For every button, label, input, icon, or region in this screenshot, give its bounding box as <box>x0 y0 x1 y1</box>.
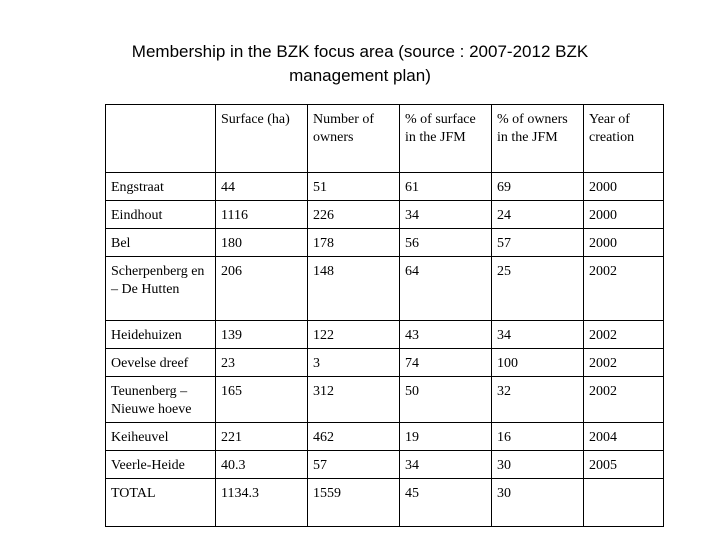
cell-pct-owners: 24 <box>492 201 584 229</box>
cell-pct-surface: 19 <box>400 423 492 451</box>
header-cell-pct-surface: % of surface in the JFM <box>400 105 492 173</box>
table-row <box>106 229 664 257</box>
cell-pct-owners: 16 <box>492 423 584 451</box>
row-label: Teunenberg – Nieuwe hoeve <box>106 377 216 423</box>
cell-pct-surface: 56 <box>400 229 492 257</box>
table-row <box>106 201 664 229</box>
total-row <box>106 479 664 527</box>
table-row <box>106 257 664 321</box>
title-line-2: management plan) <box>289 66 431 85</box>
cell-owners: 148 <box>308 257 400 321</box>
cell-year: 2005 <box>584 451 664 479</box>
membership-table <box>105 104 664 527</box>
cell-surface: 206 <box>216 257 308 321</box>
cell-owners: 226 <box>308 201 400 229</box>
cell-owners: 57 <box>308 451 400 479</box>
table-row <box>106 173 664 201</box>
cell-surface: 44 <box>216 173 308 201</box>
cell-owners: 1559 <box>308 479 400 527</box>
row-label-total: TOTAL <box>106 479 216 527</box>
cell-surface: 40.3 <box>216 451 308 479</box>
header-cell-blank <box>106 105 216 173</box>
cell-surface: 23 <box>216 349 308 377</box>
cell-owners: 51 <box>308 173 400 201</box>
table-row <box>106 423 664 451</box>
cell-year: 2000 <box>584 173 664 201</box>
cell-pct-surface: 50 <box>400 377 492 423</box>
cell-owners: 312 <box>308 377 400 423</box>
cell-owners: 3 <box>308 349 400 377</box>
cell-surface: 139 <box>216 321 308 349</box>
cell-pct-owners: 30 <box>492 451 584 479</box>
cell-pct-surface: 43 <box>400 321 492 349</box>
cell-year: 2002 <box>584 257 664 321</box>
cell-surface: 180 <box>216 229 308 257</box>
header-cell-year: Year of creation <box>584 105 664 173</box>
cell-pct-owners: 69 <box>492 173 584 201</box>
row-label: Bel <box>106 229 216 257</box>
cell-surface: 221 <box>216 423 308 451</box>
row-label: Veerle-Heide <box>106 451 216 479</box>
cell-pct-owners: 57 <box>492 229 584 257</box>
cell-year <box>584 479 664 527</box>
cell-year: 2000 <box>584 201 664 229</box>
row-label: Keiheuvel <box>106 423 216 451</box>
table-row <box>106 451 664 479</box>
header-row <box>106 105 664 173</box>
cell-year: 2002 <box>584 349 664 377</box>
cell-year: 2002 <box>584 321 664 349</box>
cell-owners: 178 <box>308 229 400 257</box>
cell-surface: 1134.3 <box>216 479 308 527</box>
table-row <box>106 321 664 349</box>
page-title <box>0 40 720 88</box>
cell-pct-surface: 34 <box>400 451 492 479</box>
cell-surface: 1116 <box>216 201 308 229</box>
cell-pct-surface: 74 <box>400 349 492 377</box>
cell-owners: 122 <box>308 321 400 349</box>
cell-pct-owners: 30 <box>492 479 584 527</box>
header-cell-pct-owners: % of owners in the JFM <box>492 105 584 173</box>
cell-year: 2000 <box>584 229 664 257</box>
table-row <box>106 349 664 377</box>
cell-pct-surface: 45 <box>400 479 492 527</box>
cell-surface: 165 <box>216 377 308 423</box>
row-label: Oevelse dreef <box>106 349 216 377</box>
header-cell-owners: Number of owners <box>308 105 400 173</box>
row-label: Engstraat <box>106 173 216 201</box>
cell-pct-surface: 34 <box>400 201 492 229</box>
row-label: Scherpenberg en – De Hutten <box>106 257 216 321</box>
table-row <box>106 377 664 423</box>
title-line-1: Membership in the BZK focus area (source : 2007-2012 BZK <box>131 42 589 61</box>
cell-pct-owners: 100 <box>492 349 584 377</box>
row-label: Heidehuizen <box>106 321 216 349</box>
cell-year: 2002 <box>584 377 664 423</box>
cell-pct-owners: 32 <box>492 377 584 423</box>
cell-year: 2004 <box>584 423 664 451</box>
cell-pct-surface: 64 <box>400 257 492 321</box>
header-cell-surface: Surface (ha) <box>216 105 308 173</box>
cell-pct-owners: 25 <box>492 257 584 321</box>
row-label: Eindhout <box>106 201 216 229</box>
cell-pct-owners: 34 <box>492 321 584 349</box>
cell-owners: 462 <box>308 423 400 451</box>
cell-pct-surface: 61 <box>400 173 492 201</box>
